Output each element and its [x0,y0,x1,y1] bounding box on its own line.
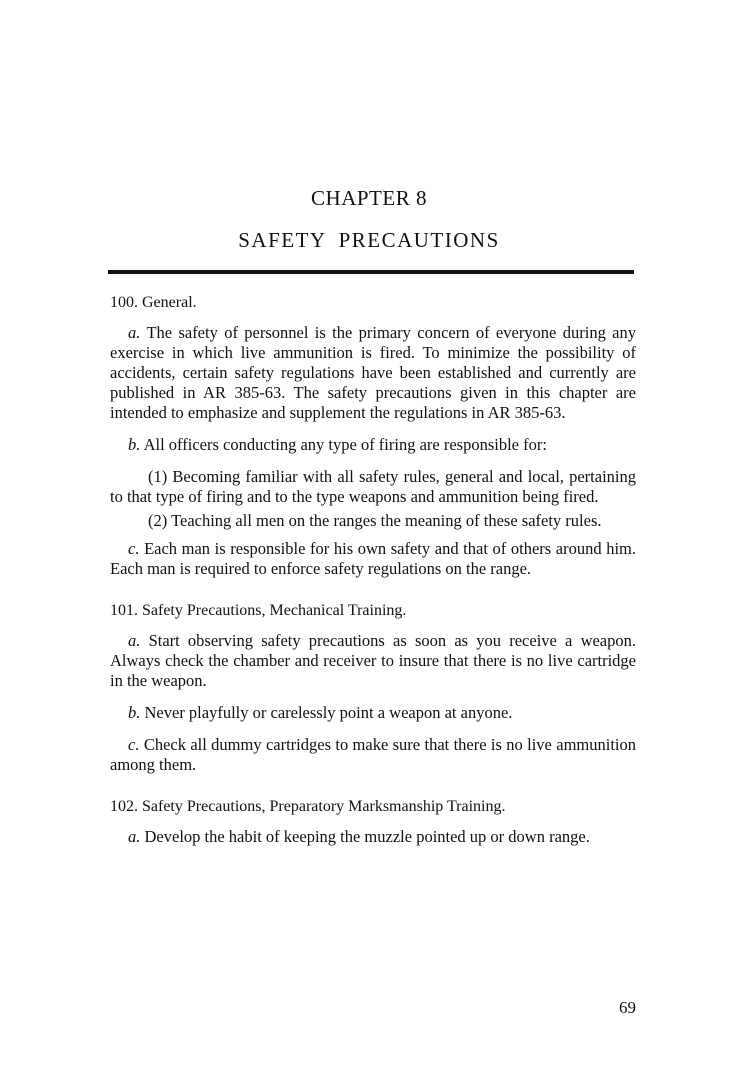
section-heading-100: 100. General. [110,294,197,311]
paragraph-text: Check all dummy cartridges to make sure that there is no live ammunition among them. [110,735,636,774]
paragraph-101c [110,735,636,775]
paragraph-102a [110,827,636,847]
paragraph-letter: b. [128,703,141,722]
paragraph-100c [110,539,636,579]
subparagraph-100b1: (1) Becoming familiar with all safety rules, general and local, pertaining to that type of firing and to the type weapons and ammunition being fired. [110,467,636,506]
paragraph-letter: a. [128,827,141,846]
paragraph-101b [110,703,636,723]
paragraph-100a [110,323,636,423]
paragraph-101a [110,631,636,691]
chapter-title: SAFETY PRECAUTIONS [238,228,500,252]
heading-rule [108,270,634,274]
paragraph-letter: a. [128,631,141,650]
page-number: 69 [619,998,636,1017]
paragraph-letter: a. [128,323,141,342]
paragraph-text: All officers conducting any type of firing are responsible for: [143,435,547,454]
paragraph-text: Develop the habit of keeping the muzzle pointed up or down range. [144,827,590,846]
section-heading-101: 101. Safety Precautions, Mechanical Training. [110,602,407,619]
paragraph-letter: c. [128,539,140,558]
paragraph-text: Start observing safety precautions as soon as you receive a weapon. Always check the chamber and receiver to insure that there is no live cartridge in the weapon. [110,631,637,690]
paragraph-text: The safety of personnel is the primary concern of everyone during any exercise in which live ammunition is fired. To minimize the possibility of accidents, certain safety regulations have been established and currently are published in AR 385-63. The safety precautions given in this chapter are intended to emphasize and supplement the regulations in AR 385-63. [110,323,636,422]
subparagraph-100b2: (2) Teaching all men on the ranges the meaning of these safety rules. [148,511,602,530]
paragraph-letter: c. [128,735,140,754]
paragraph-100b [110,435,636,455]
paragraph-text: Each man is responsible for his own safety and that of others around him. Each man is required to enforce safety regulations on the range. [110,539,637,578]
chapter-number: CHAPTER 8 [311,186,427,210]
section-heading-102: 102. Safety Precautions, Preparatory Marksmanship Training. [110,798,506,815]
body-text [110,293,636,859]
paragraph-letter: b. [128,435,141,454]
paragraph-text: Never playfully or carelessly point a weapon at anyone. [144,703,513,722]
